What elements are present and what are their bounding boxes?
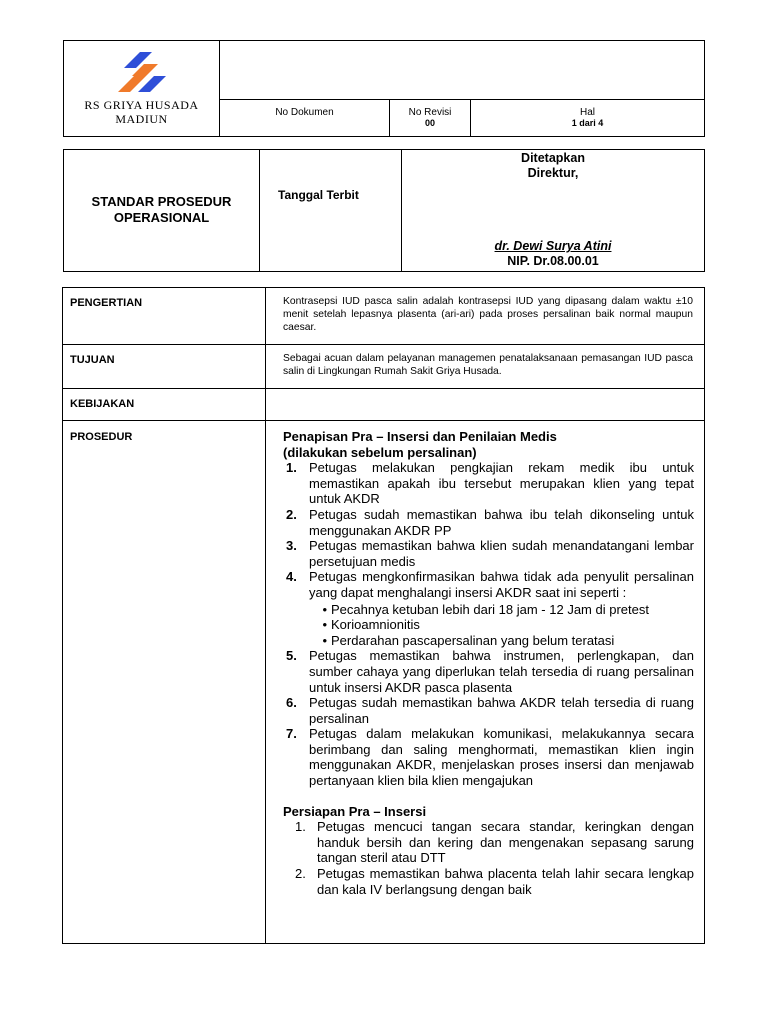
- kebijakan-text: [266, 389, 705, 421]
- prosedur-label: PROSEDUR: [63, 421, 266, 944]
- bullet-dot-icon: •: [322, 617, 327, 633]
- signature-block: [402, 239, 704, 269]
- sop-content-table: [62, 287, 705, 944]
- ditetapkan-label: Ditetapkan: [521, 151, 585, 165]
- penapisan-heading: [283, 429, 694, 460]
- bullet-item: [309, 602, 694, 618]
- step-text: Petugas dalam melakukan komunikasi, melakukannya secara berimbang dan saling menghormati, memastikan klien ingin menggunakan AKDR, menjelaskan proses insersi dan menjawab pertanyaan klien bila klien mengajukan: [309, 726, 694, 789]
- list-item: [283, 866, 694, 897]
- step-text: Petugas memastikan bahwa instrumen, perlengkapan, dan sumber cahaya yang diperlukan telah tersedia di ruang persalinan untuk insersi AKDR pasca plasenta: [309, 648, 694, 695]
- list-item: [283, 569, 694, 648]
- bullet-text: Perdarahan pascapersalinan yang belum teratasi: [331, 632, 615, 648]
- bullet-dot-icon: •: [322, 601, 327, 617]
- hal-value: 1 dari 4: [571, 118, 604, 128]
- step-number: 7.: [286, 726, 297, 742]
- signer-nip: NIP. Dr.08.00.01: [507, 254, 599, 268]
- step-text: Petugas memastikan bahwa placenta telah lahir secara lengkap dan kala IV berlangsung dengan baik: [317, 866, 694, 897]
- tujuan-text: Sebagai acuan dalam pelayanan managemen penatalaksanaan pemasangan IUD pasca salin di Lingkungan Rumah Sakit Griya Husada.: [266, 345, 705, 389]
- pengertian-label: PENGERTIAN: [63, 288, 266, 345]
- hospital-logo-icon: [114, 46, 170, 98]
- hospital-identity-cell: [64, 41, 220, 137]
- penyulit-bullets: [309, 602, 694, 649]
- step-text: Petugas memastikan bahwa klien sudah menandatangani lembar persetujuan medis: [309, 538, 694, 569]
- direktur-label: Direktur,: [527, 166, 579, 180]
- bullet-item: [309, 633, 694, 649]
- sop-approval-table: [63, 149, 705, 272]
- list-item: [283, 695, 694, 726]
- sop-title-cell: [64, 150, 260, 272]
- pengertian-text: Kontrasepsi IUD pasca salin adalah kontrasepsi IUD yang dipasang dalam waktu ±10 menit setelah lepasnya plasenta (ari-ari) pada proses persalinan baik normal maupun caesar.: [266, 288, 705, 345]
- hospital-name-line1: RS GRIYA HUSADA: [84, 98, 199, 112]
- list-item: [283, 460, 694, 507]
- no-revisi-cell: [390, 100, 471, 137]
- prosedur-row: [63, 421, 705, 944]
- list-item: [283, 819, 694, 866]
- list-item: [283, 648, 694, 695]
- step-text: Petugas mengkonfirmasikan bahwa tidak ada penyulit persalinan yang dapat menghalangi insersi AKDR saat ini seperti :: [309, 569, 694, 600]
- ditetapkan-cell: [402, 150, 705, 272]
- step-number: 2.: [286, 506, 297, 522]
- step-number: 1.: [295, 819, 306, 835]
- step-number: 2.: [295, 866, 306, 882]
- no-revisi-value: 00: [424, 118, 435, 128]
- tanggal-terbit-label: Tanggal Terbit: [278, 188, 359, 202]
- document-title-cell: [220, 41, 705, 100]
- bullet-dot-icon: •: [322, 632, 327, 648]
- no-revisi-label: No Revisi: [408, 107, 452, 118]
- step-text: Petugas melakukan pengkajian rekam medik ibu untuk memastikan apakah ibu tersebut merupakan klien yang tepat untuk AKDR: [309, 460, 694, 507]
- step-number: 3.: [286, 538, 297, 554]
- bullet-text: Pecahnya ketuban lebih dari 18 jam - 12 Jam di pretest: [331, 601, 649, 617]
- step-number: 5.: [286, 648, 297, 664]
- hal-label: Hal: [579, 107, 595, 118]
- sop-title-line2: OPERASIONAL: [113, 210, 210, 225]
- hospital-name-line2: MADIUN: [115, 112, 168, 126]
- hospital-name: [64, 98, 219, 126]
- step-text: Petugas mencuci tangan secara standar, keringkan dengan handuk bersih dan kering dan mengenakan sepasang sarung tangan steril atau DTT: [317, 819, 694, 866]
- pengertian-row: [63, 288, 705, 345]
- kebijakan-row: [63, 389, 705, 421]
- tujuan-label: TUJUAN: [63, 345, 266, 389]
- bullet-text: Korioamnionitis: [331, 617, 420, 633]
- tanggal-terbit-cell: [260, 150, 402, 272]
- step-number: 1.: [286, 460, 297, 476]
- persiapan-steps: [283, 819, 694, 897]
- tujuan-row: [63, 345, 705, 389]
- bullet-item: [309, 617, 694, 633]
- step-number: 6.: [286, 695, 297, 711]
- penapisan-steps: [283, 460, 694, 788]
- document-header-table: [63, 40, 705, 137]
- hal-cell: [471, 100, 705, 137]
- step-number: 4.: [286, 569, 297, 585]
- sop-title-line1: STANDAR PROSEDUR: [91, 194, 232, 209]
- no-dokumen-cell: [220, 100, 390, 137]
- list-item: [283, 726, 694, 788]
- step-text: Petugas sudah memastikan bahwa ibu telah dikonseling untuk menggunakan AKDR PP: [309, 506, 694, 538]
- list-item: [283, 507, 694, 538]
- step-text: Petugas sudah memastikan bahwa AKDR telah tersedia di ruang persalinan: [309, 695, 694, 726]
- prosedur-content: [266, 421, 705, 944]
- penapisan-heading-line2: (dilakukan sebelum persalinan): [283, 444, 477, 460]
- list-item: [283, 538, 694, 569]
- no-dokumen-label: No Dokumen: [275, 107, 334, 118]
- signer-name: dr. Dewi Surya Atini: [494, 239, 612, 253]
- persiapan-heading: Persiapan Pra – Insersi: [283, 803, 427, 819]
- penapisan-heading-line1: Penapisan Pra – Insersi dan Penilaian Medis: [283, 429, 557, 444]
- kebijakan-label: KEBIJAKAN: [63, 389, 266, 421]
